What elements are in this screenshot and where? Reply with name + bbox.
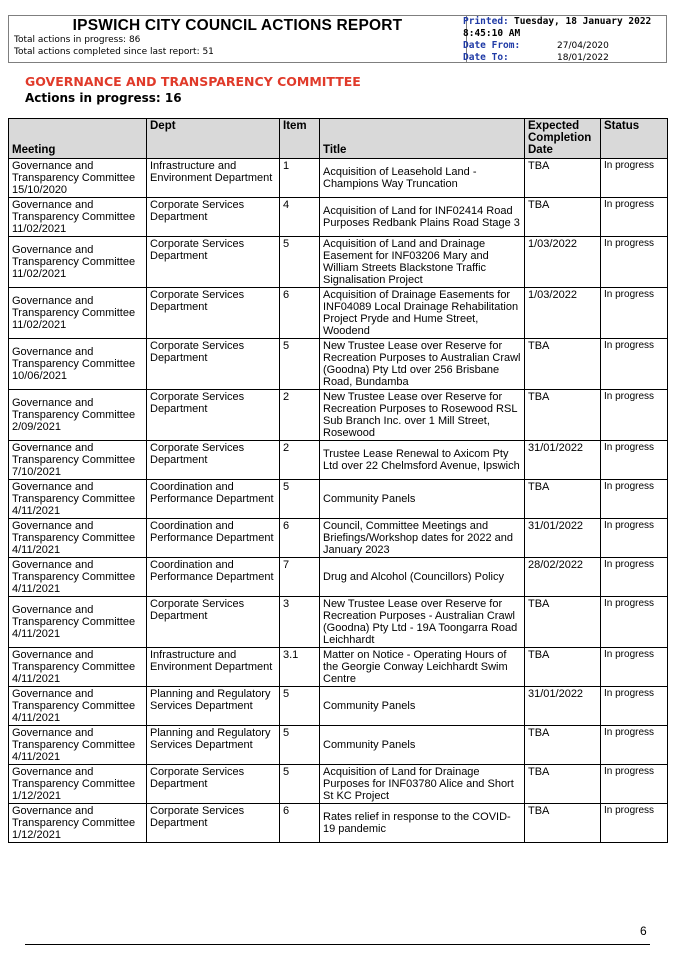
cell-dept: Corporate Services Department	[147, 237, 280, 288]
table-row	[9, 804, 668, 843]
cell-item: 3.1	[280, 648, 320, 687]
cell-item: 5	[280, 726, 320, 765]
cell-status: In progress	[601, 288, 668, 339]
cell-status: In progress	[601, 237, 668, 288]
cell-status: In progress	[601, 519, 668, 558]
cell-expected-date: 1/03/2022	[525, 288, 601, 339]
cell-expected-date: TBA	[525, 804, 601, 843]
cell-meeting: Governance and Transparency Committee 4/11/2021	[9, 687, 147, 726]
table-row	[9, 237, 668, 288]
cell-dept: Corporate Services Department	[147, 198, 280, 237]
table-row	[9, 519, 668, 558]
table-row	[9, 726, 668, 765]
cell-item: 6	[280, 288, 320, 339]
footer-rule	[25, 944, 650, 945]
printed-date: Tuesday, 18 January 2022	[514, 16, 652, 27]
header-dept: Dept	[147, 119, 280, 159]
table-header	[9, 119, 668, 159]
cell-meeting: Governance and Transparency Committee 4/11/2021	[9, 558, 147, 597]
cell-expected-date: TBA	[525, 597, 601, 648]
cell-status: In progress	[601, 390, 668, 441]
cell-item: 4	[280, 198, 320, 237]
report-header-left	[9, 16, 467, 62]
cell-title: Matter on Notice - Operating Hours of the Georgie Conway Leichhardt Swim Centre	[320, 648, 525, 687]
cell-item: 3	[280, 597, 320, 648]
cell-meeting: Governance and Transparency Committee 4/11/2021	[9, 648, 147, 687]
cell-dept: Infrastructure and Environment Department	[147, 159, 280, 198]
cell-expected-date: TBA	[525, 726, 601, 765]
table-row	[9, 648, 668, 687]
cell-status: In progress	[601, 480, 668, 519]
table-row	[9, 159, 668, 198]
cell-meeting: Governance and Transparency Committee 4/11/2021	[9, 726, 147, 765]
cell-expected-date: TBA	[525, 390, 601, 441]
total-in-progress: Total actions in progress: 86	[14, 35, 141, 45]
cell-dept: Planning and Regulatory Services Department	[147, 687, 280, 726]
cell-dept: Corporate Services Department	[147, 804, 280, 843]
actions-table	[8, 118, 668, 843]
table-row	[9, 288, 668, 339]
cell-dept: Corporate Services Department	[147, 390, 280, 441]
table-row	[9, 441, 668, 480]
cell-status: In progress	[601, 597, 668, 648]
date-from-value: 27/04/2020	[557, 41, 609, 51]
cell-status: In progress	[601, 339, 668, 390]
table-row	[9, 687, 668, 726]
table-row	[9, 390, 668, 441]
cell-dept: Corporate Services Department	[147, 339, 280, 390]
cell-item: 2	[280, 390, 320, 441]
cell-dept: Coordination and Performance Department	[147, 480, 280, 519]
cell-meeting: Governance and Transparency Committee 15/10/2020	[9, 159, 147, 198]
cell-expected-date: 31/01/2022	[525, 441, 601, 480]
cell-title: Acquisition of Leasehold Land - Champions Way Truncation	[320, 159, 525, 198]
cell-expected-date: 1/03/2022	[525, 237, 601, 288]
cell-title: New Trustee Lease over Reserve for Recreation Purposes to Rosewood RSL Sub Branch Inc. over 1 Mill Street, Rosewood	[320, 390, 525, 441]
cell-meeting: Governance and Transparency Committee 11/02/2021	[9, 288, 147, 339]
cell-item: 6	[280, 519, 320, 558]
cell-meeting: Governance and Transparency Committee 11/02/2021	[9, 237, 147, 288]
table-row	[9, 558, 668, 597]
printed-label: Printed:	[463, 16, 509, 27]
cell-item: 1	[280, 159, 320, 198]
cell-status: In progress	[601, 441, 668, 480]
header-title: Title	[320, 119, 525, 159]
header-meeting: Meeting	[9, 119, 147, 159]
cell-expected-date: 31/01/2022	[525, 519, 601, 558]
cell-expected-date: 28/02/2022	[525, 558, 601, 597]
table-row	[9, 198, 668, 237]
cell-title: New Trustee Lease over Reserve for Recreation Purposes to Australian Crawl (Goodna) Pty Ltd over 256 Brisbane Road, Bundamba	[320, 339, 525, 390]
header-status: Status	[601, 119, 668, 159]
cell-dept: Infrastructure and Environment Department	[147, 648, 280, 687]
cell-expected-date: TBA	[525, 159, 601, 198]
cell-title: Drug and Alcohol (Councillors) Policy	[320, 558, 525, 597]
cell-dept: Corporate Services Department	[147, 441, 280, 480]
date-from-label: Date From:	[463, 40, 521, 51]
cell-title: Acquisition of Land for Drainage Purposes for INF03780 Alice and Short St KC Project	[320, 765, 525, 804]
cell-item: 5	[280, 687, 320, 726]
cell-expected-date: TBA	[525, 480, 601, 519]
cell-meeting: Governance and Transparency Committee 1/12/2021	[9, 765, 147, 804]
cell-expected-date: TBA	[525, 765, 601, 804]
header-expected-completion-date: Expected Completion Date	[525, 119, 601, 159]
cell-item: 5	[280, 765, 320, 804]
cell-title: Trustee Lease Renewal to Axicom Pty Ltd over 22 Chelmsford Avenue, Ipswich	[320, 441, 525, 480]
cell-item: 5	[280, 237, 320, 288]
cell-status: In progress	[601, 726, 668, 765]
cell-status: In progress	[601, 648, 668, 687]
cell-meeting: Governance and Transparency Committee 4/11/2021	[9, 519, 147, 558]
cell-expected-date: 31/01/2022	[525, 687, 601, 726]
cell-item: 6	[280, 804, 320, 843]
table-body	[9, 159, 668, 843]
table-row	[9, 765, 668, 804]
cell-status: In progress	[601, 198, 668, 237]
cell-title: Acquisition of Land and Drainage Easement for INF03206 Mary and William Streets Blackstone Traffic Signalisation Project	[320, 237, 525, 288]
header-item: Item	[280, 119, 320, 159]
cell-expected-date: TBA	[525, 339, 601, 390]
date-to-label: Date To:	[463, 52, 509, 63]
cell-meeting: Governance and Transparency Committee 10/06/2021	[9, 339, 147, 390]
report-title: IPSWICH CITY COUNCIL ACTIONS REPORT	[72, 17, 403, 34]
cell-title: Community Panels	[320, 726, 525, 765]
table-row	[9, 597, 668, 648]
table-row	[9, 480, 668, 519]
cell-expected-date: TBA	[525, 198, 601, 237]
cell-status: In progress	[601, 159, 668, 198]
cell-status: In progress	[601, 687, 668, 726]
total-completed: Total actions completed since last report: 51	[14, 47, 214, 57]
cell-item: 7	[280, 558, 320, 597]
cell-dept: Coordination and Performance Department	[147, 558, 280, 597]
cell-title: Community Panels	[320, 480, 525, 519]
cell-meeting: Governance and Transparency Committee 1/12/2021	[9, 804, 147, 843]
page-number: 6	[640, 924, 647, 938]
cell-meeting: Governance and Transparency Committee 4/11/2021	[9, 480, 147, 519]
cell-title: Council, Committee Meetings and Briefings/Workshop dates for 2022 and January 2023	[320, 519, 525, 558]
cell-status: In progress	[601, 765, 668, 804]
date-to-value: 18/01/2022	[557, 53, 609, 63]
cell-title: Acquisition of Drainage Easements for INF04089 Local Drainage Rehabilitation Project Pryde and Hume Street, Woodend	[320, 288, 525, 339]
cell-dept: Corporate Services Department	[147, 597, 280, 648]
cell-title: Rates relief in response to the COVID-19 pandemic	[320, 804, 525, 843]
cell-item: 5	[280, 339, 320, 390]
cell-meeting: Governance and Transparency Committee 7/10/2021	[9, 441, 147, 480]
cell-dept: Corporate Services Department	[147, 765, 280, 804]
actions-in-progress-heading: Actions in progress: 16	[25, 91, 182, 105]
committee-heading: GOVERNANCE AND TRANSPARENCY COMMITTEE	[25, 74, 361, 89]
cell-dept: Corporate Services Department	[147, 288, 280, 339]
cell-meeting: Governance and Transparency Committee 2/09/2021	[9, 390, 147, 441]
cell-title: Acquisition of Land for INF02414 Road Purposes Redbank Plains Road Stage 3	[320, 198, 525, 237]
cell-title: New Trustee Lease over Reserve for Recreation Purposes - Australian Crawl (Goodna) Pty Ltd - 19A Toongarra Road Leichhardt	[320, 597, 525, 648]
cell-dept: Planning and Regulatory Services Department	[147, 726, 280, 765]
cell-item: 5	[280, 480, 320, 519]
table-row	[9, 339, 668, 390]
cell-meeting: Governance and Transparency Committee 11/02/2021	[9, 198, 147, 237]
cell-dept: Coordination and Performance Department	[147, 519, 280, 558]
cell-expected-date: TBA	[525, 648, 601, 687]
cell-meeting: Governance and Transparency Committee 4/11/2021	[9, 597, 147, 648]
cell-title: Community Panels	[320, 687, 525, 726]
printed-time: 8:45:10 AM	[463, 28, 521, 39]
cell-item: 2	[280, 441, 320, 480]
cell-status: In progress	[601, 804, 668, 843]
cell-status: In progress	[601, 558, 668, 597]
